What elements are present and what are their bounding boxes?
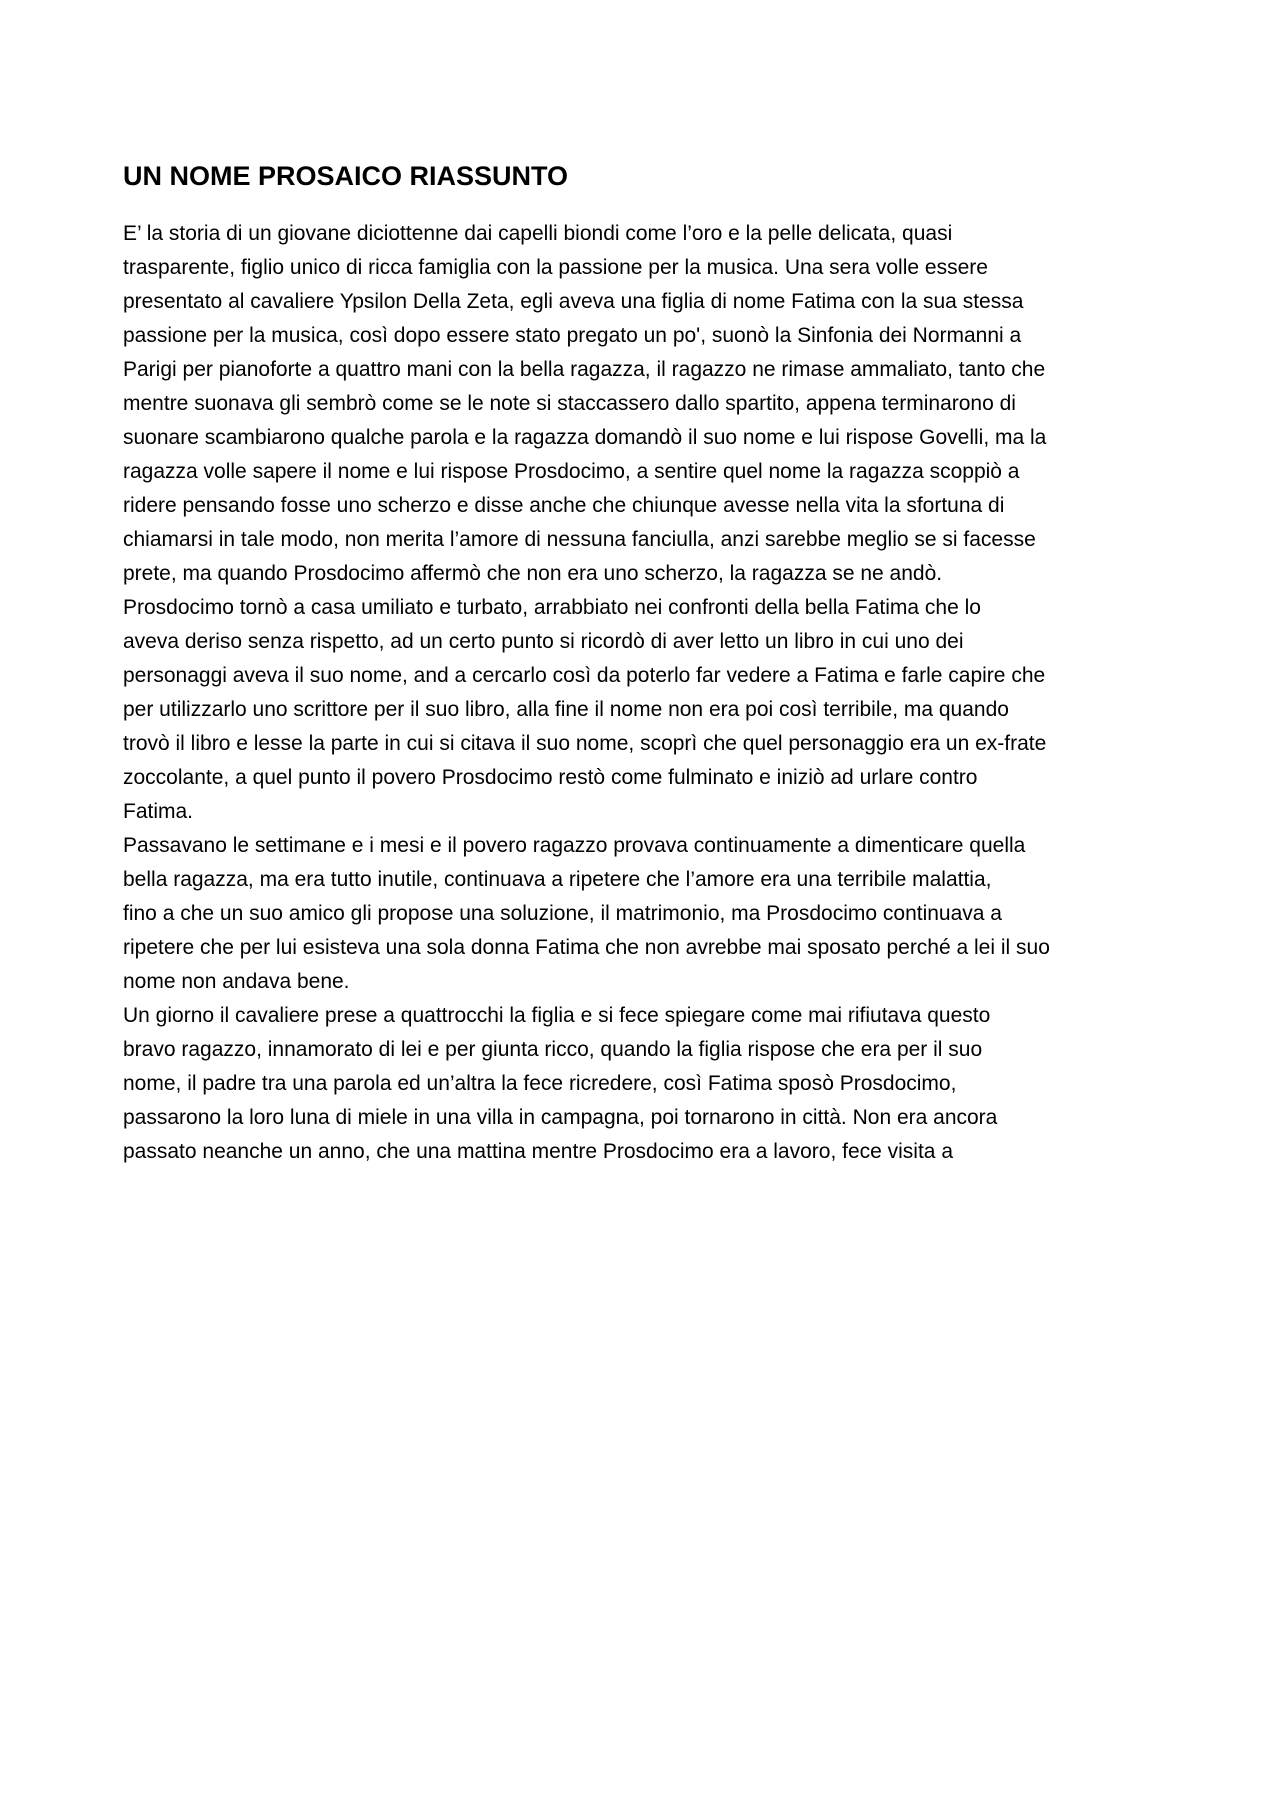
text-line: passarono la loro luna di miele in una villa in campagna, poi tornarono in città. Non era ancora [123, 1106, 998, 1129]
text-line: trovò il libro e lesse la parte in cui si citava il suo nome, scoprì che quel personaggio era un ex-frate [123, 732, 1047, 755]
text-line: aveva deriso senza rispetto, ad un certo punto si ricordò di aver letto un libro in cui uno dei [123, 630, 964, 653]
text-line: mentre suonava gli sembrò come se le note si staccassero dallo spartito, appena terminarono di [123, 392, 1016, 415]
text-line: ripetere che per lui esisteva una sola donna Fatima che non avrebbe mai sposato perché a lei il suo [123, 936, 1050, 959]
text-line: personaggi aveva il suo nome, and a cercarlo così da poterlo far vedere a Fatima e farle capire che [123, 664, 1046, 687]
text-line: ragazza volle sapere il nome e lui rispose Prosdocimo, a sentire quel nome la ragazza scoppiò a [123, 460, 1020, 483]
text-line: Passavano le settimane e i mesi e il povero ragazzo provava continuamente a dimenticare quella [123, 834, 1026, 857]
text-line: presentato al cavaliere Ypsilon Della Zeta, egli aveva una figlia di nome Fatima con la sua stessa [123, 290, 1024, 313]
document-title: UN NOME PROSAICO RIASSUNTO [123, 161, 569, 191]
text-line: bravo ragazzo, innamorato di lei e per giunta ricco, quando la figlia rispose che era per il suo [123, 1038, 983, 1061]
text-line: passato neanche un anno, che una mattina mentre Prosdocimo era a lavoro, fece visita a [123, 1140, 953, 1163]
text-line: chiamarsi in tale modo, non merita l’amore di nessuna fanciulla, anzi sarebbe meglio se si facesse [123, 528, 1036, 551]
text-line: prete, ma quando Prosdocimo affermò che non era uno scherzo, la ragazza se ne andò. [123, 562, 943, 585]
text-line: passione per la musica, così dopo essere stato pregato un po', suonò la Sinfonia dei Normanni a [123, 324, 1022, 347]
text-line: per utilizzarlo uno scrittore per il suo libro, alla fine il nome non era poi così terribile, ma quando [123, 698, 1009, 721]
text-line: Fatima. [123, 800, 194, 823]
text-line: fino a che un suo amico gli propose una soluzione, il matrimonio, ma Prosdocimo continuava a [123, 902, 1002, 925]
text-line: Prosdocimo tornò a casa umiliato e turbato, arrabbiato nei confronti della bella Fatima che lo [123, 596, 981, 619]
text-line: trasparente, figlio unico di ricca famiglia con la passione per la musica. Una sera volle essere [123, 256, 988, 279]
text-line: nome, il padre tra una parola ed un’altra la fece ricredere, così Fatima sposò Prosdocimo, [123, 1072, 957, 1095]
text-line: E’ la storia di un giovane diciottenne dai capelli biondi come l’oro e la pelle delicata, quasi [123, 222, 953, 245]
text-line: zoccolante, a quel punto il povero Prosdocimo restò come fulminato e iniziò ad urlare contro [123, 766, 978, 789]
text-line: Un giorno il cavaliere prese a quattrocchi la figlia e si fece spiegare come mai rifiutava questo [123, 1004, 991, 1027]
text-line: bella ragazza, ma era tutto inutile, continuava a ripetere che l’amore era una terribile malattia, [123, 868, 992, 891]
document-body [123, 217, 1173, 1169]
text-line: nome non andava bene. [123, 970, 350, 993]
text-line: ridere pensando fosse uno scherzo e disse anche che chiunque avesse nella vita la sfortuna di [123, 494, 1005, 517]
text-line: suonare scambiarono qualche parola e la ragazza domandò il suo nome e lui rispose Govelli, ma la [123, 426, 1047, 449]
text-line: Parigi per pianoforte a quattro mani con la bella ragazza, il ragazzo ne rimase ammaliato, tanto che [123, 358, 1046, 381]
